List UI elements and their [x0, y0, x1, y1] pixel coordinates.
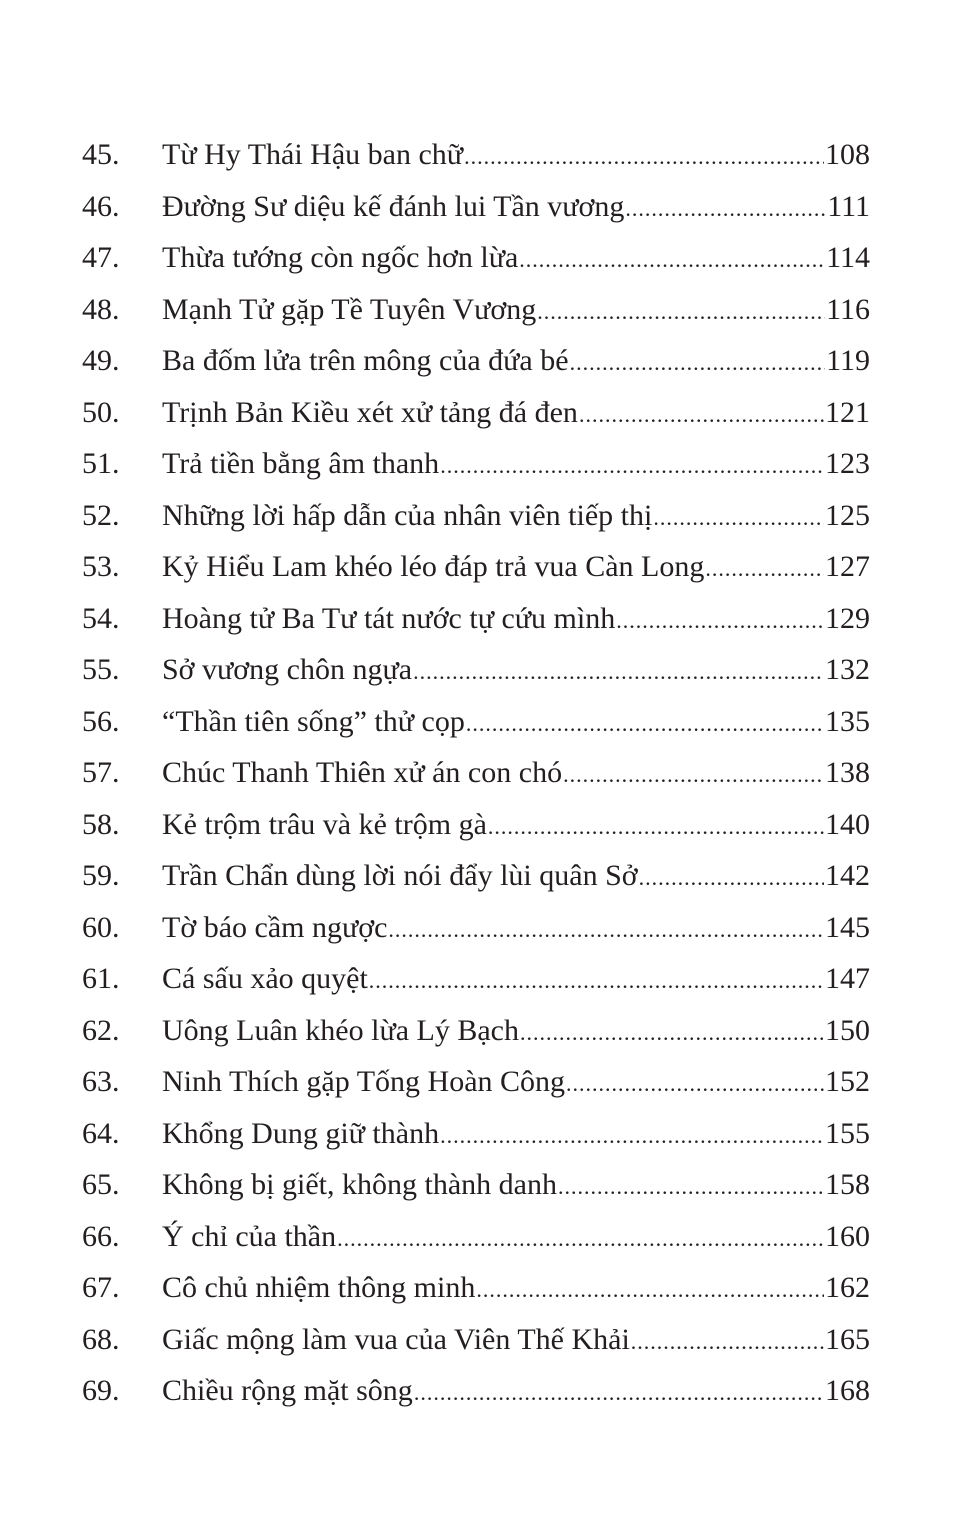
- entry-number: 59.: [82, 859, 120, 892]
- dot-leader: [639, 850, 824, 904]
- entry-page-number: 123: [825, 447, 870, 480]
- entry-number: 68.: [82, 1322, 120, 1356]
- toc-entry: [82, 1314, 870, 1366]
- dot-leader: [488, 799, 824, 853]
- toc-entry: [82, 644, 870, 696]
- entry-page-number: 168: [825, 1374, 870, 1407]
- entry-title: Không bị giết, không thành danh: [162, 1168, 557, 1201]
- entry-page-number: 138: [825, 756, 870, 789]
- entry-number: 47.: [82, 241, 120, 274]
- entry-number: 69.: [82, 1374, 120, 1407]
- toc-entry: [82, 1108, 870, 1160]
- entry-number: 54.: [82, 601, 120, 635]
- entry-number: 66.: [82, 1219, 120, 1253]
- toc-entry: [82, 902, 870, 954]
- entry-number: 49.: [82, 344, 120, 377]
- toc-entry: [82, 335, 870, 387]
- entry-title: Ba đốm lửa trên mông của đứa bé: [162, 344, 569, 377]
- entry-title: Đường Sư diệu kế đánh lui Tần vương: [162, 189, 625, 223]
- entry-number: 57.: [82, 756, 120, 789]
- entry-number: 52.: [82, 498, 120, 532]
- dot-leader: [519, 232, 825, 286]
- toc-entry: [82, 438, 870, 490]
- dot-leader: [414, 1365, 824, 1419]
- dot-leader: [466, 696, 824, 750]
- entry-page-number: 132: [825, 653, 870, 686]
- entry-number: 58.: [82, 807, 120, 841]
- entry-page-number: 111: [827, 189, 870, 223]
- entry-title: Sở vương chôn ngựa: [162, 653, 413, 686]
- entry-title: Kỷ Hiểu Lam khéo léo đáp trả vua Càn Long: [162, 550, 705, 583]
- dot-leader: [705, 541, 824, 595]
- dot-leader: [476, 1262, 824, 1316]
- entry-title: Chúc Thanh Thiên xử án con chó: [162, 756, 563, 789]
- toc-entry: [82, 181, 870, 233]
- entry-page-number: 108: [825, 138, 870, 171]
- entry-number: 53.: [82, 550, 120, 583]
- dot-leader: [369, 953, 824, 1007]
- entry-title: Những lời hấp dẫn của nhân viên tiếp thị: [162, 498, 653, 532]
- toc-entry: [82, 284, 870, 336]
- entry-title: Hoàng tử Ba Tư tát nước tự cứu mình: [162, 601, 616, 635]
- dot-leader: [570, 335, 826, 389]
- entry-page-number: 160: [825, 1219, 870, 1253]
- entry-page-number: 116: [826, 292, 870, 326]
- toc-entry: [82, 1262, 870, 1314]
- entry-title: Trả tiền bằng âm thanh: [162, 447, 440, 480]
- entry-title: Tờ báo cầm ngược: [162, 910, 388, 944]
- entry-title: Uông Luân khéo lừa Lý Bạch: [162, 1013, 519, 1047]
- dot-leader: [440, 1108, 824, 1162]
- entry-page-number: 127: [825, 550, 870, 583]
- entry-title: Thừa tướng còn ngốc hơn lừa: [162, 241, 519, 274]
- entry-page-number: 158: [825, 1168, 870, 1201]
- dot-leader: [520, 1005, 824, 1059]
- entry-page-number: 162: [825, 1271, 870, 1304]
- entry-number: 64.: [82, 1116, 120, 1150]
- dot-leader: [616, 593, 824, 647]
- entry-number: 62.: [82, 1013, 120, 1047]
- toc-entry: [82, 232, 870, 284]
- entry-page-number: 125: [825, 498, 870, 532]
- dot-leader: [537, 284, 825, 338]
- entry-title: “Thần tiên sống” thử cọp: [162, 704, 465, 738]
- toc-entry: [82, 387, 870, 439]
- entry-page-number: 119: [826, 344, 870, 377]
- toc-entry: [82, 593, 870, 645]
- entry-number: 46.: [82, 189, 120, 223]
- entry-page-number: 129: [825, 601, 870, 635]
- toc-entry: [82, 1365, 870, 1417]
- dot-leader: [464, 129, 824, 183]
- dot-leader: [625, 181, 826, 235]
- entry-title: Ý chỉ của thần: [162, 1219, 337, 1253]
- entry-page-number: 155: [825, 1116, 870, 1150]
- entry-page-number: 145: [825, 910, 870, 944]
- entry-page-number: 150: [825, 1013, 870, 1047]
- entry-title: Khổng Dung giữ thành: [162, 1116, 440, 1150]
- entry-number: 65.: [82, 1168, 120, 1201]
- entry-number: 50.: [82, 395, 120, 429]
- entry-page-number: 114: [826, 241, 870, 274]
- toc-entry: [82, 490, 870, 542]
- toc-entry: [82, 541, 870, 593]
- dot-leader: [440, 438, 824, 492]
- entry-title: Trần Chẩn dùng lời nói đẩy lùi quân Sở: [162, 859, 638, 892]
- entry-title: Cá sấu xảo quyệt: [162, 962, 368, 995]
- entry-page-number: 121: [825, 395, 870, 429]
- toc-entry: [82, 129, 870, 181]
- entry-number: 60.: [82, 910, 120, 944]
- dot-leader: [337, 1211, 824, 1265]
- entry-page-number: 140: [825, 807, 870, 841]
- toc-entry: [82, 953, 870, 1005]
- entry-number: 48.: [82, 292, 120, 326]
- toc-entry: [82, 1211, 870, 1263]
- entry-number: 63.: [82, 1065, 120, 1098]
- dot-leader: [413, 644, 824, 698]
- toc-entry: [82, 799, 870, 851]
- entry-title: Cô chủ nhiệm thông minh: [162, 1271, 476, 1304]
- toc-entry: [82, 850, 870, 902]
- dot-leader: [388, 902, 824, 956]
- dot-leader: [563, 747, 824, 801]
- dot-leader: [653, 490, 824, 544]
- dot-leader: [566, 1056, 824, 1110]
- entry-page-number: 152: [825, 1065, 870, 1098]
- entry-title: Ninh Thích gặp Tống Hoàn Công: [162, 1065, 566, 1098]
- entry-number: 67.: [82, 1271, 120, 1304]
- toc-entry: [82, 1056, 870, 1108]
- entry-title: Mạnh Tử gặp Tề Tuyên Vương: [162, 292, 537, 326]
- toc-entry: [82, 747, 870, 799]
- entry-title: Kẻ trộm trâu và kẻ trộm gà: [162, 807, 487, 841]
- entry-number: 55.: [82, 653, 120, 686]
- entry-title: Từ Hy Thái Hậu ban chữ: [162, 138, 464, 171]
- entry-title: Chiều rộng mặt sông: [162, 1374, 413, 1407]
- entry-page-number: 147: [825, 962, 870, 995]
- entry-number: 61.: [82, 962, 120, 995]
- entry-page-number: 135: [825, 704, 870, 738]
- dot-leader: [631, 1314, 824, 1368]
- entry-title: Giấc mộng làm vua của Viên Thế Khải: [162, 1322, 630, 1356]
- entry-title: Trịnh Bản Kiều xét xử tảng đá đen: [162, 395, 578, 429]
- toc-entry: [82, 696, 870, 748]
- dot-leader: [579, 387, 824, 441]
- toc-entry: [82, 1159, 870, 1211]
- entry-number: 51.: [82, 447, 120, 480]
- toc-entry: [82, 1005, 870, 1057]
- entry-number: 45.: [82, 138, 120, 171]
- entry-page-number: 142: [825, 859, 870, 892]
- dot-leader: [558, 1159, 824, 1213]
- entry-page-number: 165: [825, 1322, 870, 1356]
- entry-number: 56.: [82, 704, 120, 738]
- table-of-contents: [82, 129, 870, 1417]
